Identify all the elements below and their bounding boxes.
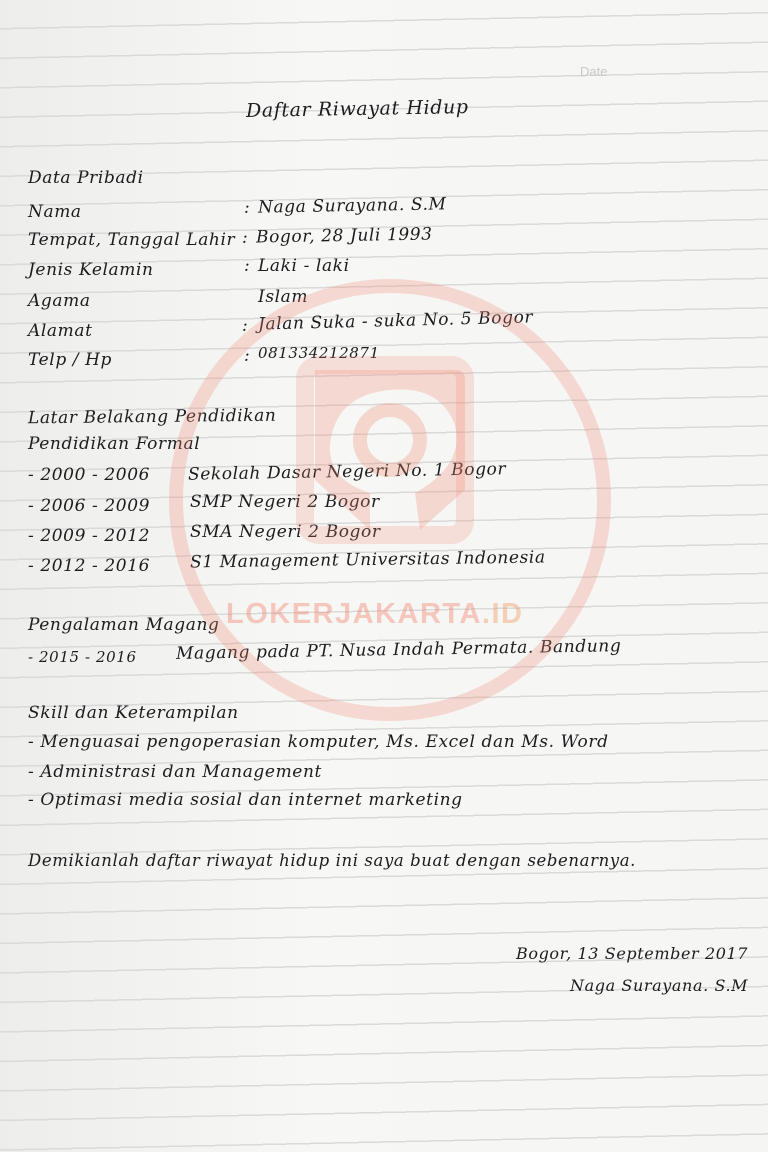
signature-name: Naga Surayana. S.M xyxy=(570,976,749,995)
field-label-agama: Agama xyxy=(28,291,91,311)
education-years: - 2006 - 2009 xyxy=(28,496,151,516)
field-value-nama: Naga Surayana. S.M xyxy=(257,194,447,218)
watermark-text-suffix: .ID xyxy=(481,598,524,630)
colon: : xyxy=(244,256,250,276)
watermark-text-main: LOKERJAKARTA xyxy=(226,598,482,630)
internship-heading: Pengalaman Magang xyxy=(28,615,220,635)
education-years: - 2012 - 2016 xyxy=(28,556,151,576)
field-label-alamat: Alamat xyxy=(28,321,93,341)
education-school: SMP Negeri 2 Bogor xyxy=(190,492,380,512)
field-value-ttl: Bogor, 28 Juli 1993 xyxy=(255,224,433,248)
internship-text: Magang pada PT. Nusa Indah Permata. Bandung xyxy=(175,636,622,664)
skills-heading: Skill dan Keterampilan xyxy=(28,703,239,723)
field-value-gender: Laki - laki xyxy=(258,256,350,276)
education-school: SMA Negeri 2 Bogor xyxy=(190,522,381,542)
closing-statement: Demikianlah daftar riwayat hidup ini saya buat dengan sebenarnya. xyxy=(28,851,637,870)
field-value-agama: Islam xyxy=(258,287,309,307)
colon: : xyxy=(242,316,248,336)
education-school: S1 Management Universitas Indonesia xyxy=(189,547,546,573)
education-years: - 2000 - 2006 xyxy=(28,465,151,485)
skill-item: - Menguasai pengoperasian komputer, Ms. Excel dan Ms. Word xyxy=(28,732,609,752)
field-label-telp: Telp / Hp xyxy=(28,350,113,370)
colon: : xyxy=(242,228,248,248)
personal-heading: Data Pribadi xyxy=(28,168,144,188)
skill-item: - Optimasi media sosial dan internet marketing xyxy=(28,790,463,810)
watermark-text xyxy=(226,598,556,631)
education-subheading: Pendidikan Formal xyxy=(28,434,201,454)
field-label-nama: Nama xyxy=(28,202,82,222)
colon: : xyxy=(244,198,250,218)
field-label-ttl: Tempat, Tanggal Lahir xyxy=(28,230,236,250)
internship-years: - 2015 - 2016 xyxy=(28,648,137,666)
field-value-telp: 081334212871 xyxy=(258,344,380,362)
signature-place-date: Bogor, 13 September 2017 xyxy=(516,944,749,963)
skill-item: - Administrasi dan Management xyxy=(28,762,322,782)
page-title: Daftar Riwayat Hidup xyxy=(245,96,469,122)
colon: : xyxy=(244,346,250,366)
education-years: - 2009 - 2012 xyxy=(28,526,151,546)
education-heading: Latar Belakang Pendidikan xyxy=(27,405,277,429)
field-value-alamat: Jalan Suka - suka No. 5 Bogor xyxy=(257,307,534,335)
education-school: Sekolah Dasar Negeri No. 1 Bogor xyxy=(187,459,507,485)
date-label: Date xyxy=(580,64,608,79)
field-label-gender: Jenis Kelamin xyxy=(28,260,154,280)
